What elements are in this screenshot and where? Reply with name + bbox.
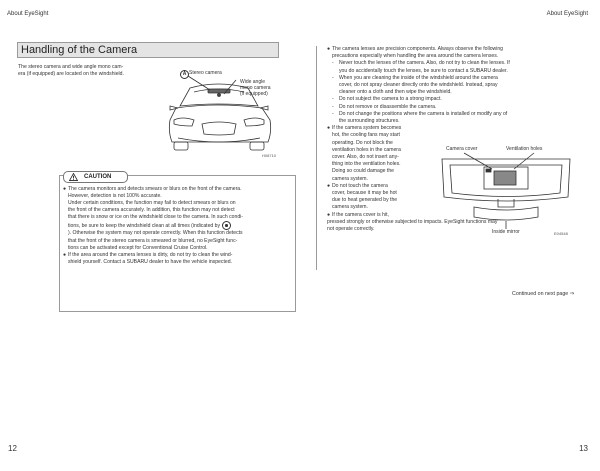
text-line: Do not change the positions where the camera is installed or modify any of — [339, 110, 508, 117]
caution-line-part: tions, be sure to keep the windshield clean at all times (indicated by — [68, 223, 221, 230]
bullet-icon: ● — [327, 211, 331, 218]
text-line: hot, the cooling fans may start — [332, 132, 400, 139]
text-line: When you are cleaning the inside of the windshield around the camera — [339, 74, 498, 81]
stereo-camera-label: Stereo camera — [189, 70, 222, 76]
caution-badge — [63, 171, 128, 183]
caution-line: that there is snow or ice on the windshield close to the camera. In such condi- — [68, 214, 243, 221]
ventilation-holes-label: Ventilation holes — [506, 146, 543, 152]
text-line: operating. Do not block the — [332, 139, 393, 146]
bullet-icon: ● — [63, 186, 67, 192]
camera-cover-figure — [434, 145, 578, 239]
caution-line: Under certain conditions, the function may fail to detect smears or blurs on — [68, 200, 236, 207]
caution-line: tions can be activated except for Conventional Cruise Control. — [68, 244, 208, 251]
section-title-box — [17, 42, 279, 58]
caution-label: CAUTION — [84, 173, 112, 180]
text-line: not operate correctly. — [327, 226, 375, 233]
text-line: ventilation holes in the camera — [332, 146, 401, 153]
camera-cover-label: Camera cover — [446, 146, 478, 152]
wide-label-line: mono camera — [240, 85, 271, 91]
page-number-right: 13 — [579, 444, 588, 453]
inside-mirror-label: Inside mirror — [492, 229, 520, 235]
section-title: Handling of the Camera — [21, 44, 138, 56]
sub-item: - Do not remove or disassemble the camera. — [327, 104, 574, 111]
text-line: you do accidentally touch the lenses, be sure to contact a SUBARU dealer. — [339, 67, 508, 74]
car-windshield-figure — [158, 62, 280, 162]
sub-item: - When you are cleaning the inside of the windshield around the camera cover, do not spray cleaner directly onto the windshield. Instead, spray cleaner onto a cloth and then wipe the windshield. — [327, 75, 574, 97]
caution-item — [63, 186, 293, 252]
text-line: due to heat generated by the — [332, 197, 398, 204]
caution-line: shield yourself. Contact a SUBARU dealer to have the vehicle inspected. — [68, 258, 232, 265]
figure-code: E04548 — [554, 231, 568, 236]
page-number-left: 12 — [8, 444, 17, 453]
warning-triangle-icon — [69, 173, 78, 181]
caution-item — [63, 252, 293, 266]
text-line: If the camera cover is hit, — [332, 211, 389, 218]
bullet-icon: ● — [63, 251, 67, 258]
bullet-icon: ● — [327, 46, 331, 52]
hot-cover-bullet — [327, 183, 429, 212]
continued-note: Continued on next page ⇒ — [512, 291, 575, 297]
figure-code: H08710 — [262, 153, 277, 158]
text-line: pressed strongly or otherwise subjected to impacts. EyeSight functions may — [327, 218, 498, 225]
text-line: camera system. — [332, 175, 368, 182]
text-line: cover. Also, do not insert any- — [332, 154, 399, 161]
text-line: If the camera system becomes — [332, 125, 402, 132]
cooling-fan-bullet — [327, 125, 429, 183]
callout-marker-text: A — [180, 70, 189, 79]
intro-paragraph — [18, 64, 158, 78]
text-line: thing into the ventilation holes. — [332, 161, 401, 168]
wide-label-line: (if equipped) — [240, 91, 268, 97]
text-line: Do not touch the camera — [332, 182, 388, 189]
sub-item: - Do not subject the camera to a strong impact. — [327, 96, 574, 103]
car-front-illustration — [158, 62, 280, 162]
text-line: cleaner onto a cloth and then wipe the windshield. — [339, 89, 452, 96]
intro-line: era (if equipped) are located on the windshield. — [18, 71, 124, 78]
caution-line: However, detection is not 100% accurate. — [68, 193, 162, 200]
text-line: Never touch the lenses of the camera. Also, do not try to clean the lenses. If — [339, 60, 510, 67]
sub-item: - Do not change the positions where the camera is installed or modify any of the surrounding structures. — [327, 111, 574, 125]
wide-angle-camera-label — [240, 79, 271, 97]
text-line: Doing so could damage the — [332, 168, 395, 175]
caution-line: the front of the camera accurately. In addition, this function may not detect — [68, 207, 235, 214]
text-line: Do not subject the camera to a strong impact. — [339, 96, 442, 103]
text-line: cover, because it may be hot — [332, 190, 397, 197]
running-header-right: About EyeSight — [546, 11, 588, 17]
text-line: the surrounding structures. — [339, 118, 400, 125]
precaution-bullet — [327, 46, 574, 60]
caution-body — [63, 186, 293, 266]
sub-item: - Never touch the lenses of the camera. Also, do not try to clean the lenses. If you do accidentally touch the lenses, be sure to contact a SUBARU dealer. — [327, 60, 574, 74]
wide-label-line: Wide angle — [240, 79, 266, 85]
caution-list — [63, 186, 293, 266]
text-line: camera system. — [332, 204, 368, 211]
text-line: Do not remove or disassemble the camera. — [339, 103, 437, 110]
bullet-icon: ● — [327, 125, 331, 132]
camera-lens-icon — [222, 221, 231, 230]
intro-line: The stereo camera and wide angle mono cam- — [18, 64, 124, 70]
callout-a-marker — [180, 70, 189, 79]
caution-line: The camera monitors and detects smears or blurs on the front of the camera. — [68, 186, 242, 192]
caution-line: ). Otherwise the system may not operate correctly. When this function detects — [68, 230, 243, 237]
caution-line: If the area around the camera lenses is dirty, do not try to clean the wind- — [68, 251, 233, 258]
text-line: The camera lenses are precision components. Always observe the following — [332, 46, 504, 52]
text-line: precautions especially when handling the area around the camera lenses. — [332, 53, 499, 60]
caution-line-with-icon — [68, 221, 293, 230]
camera-cover-illustration — [434, 145, 578, 239]
caution-line: that the front of the stereo camera is smeared or blurred, no EyeSight func- — [68, 237, 238, 244]
bullet-icon: ● — [327, 182, 331, 189]
running-header-left: About EyeSight — [7, 11, 49, 17]
text-line: cover, do not spray cleaner directly onto the windshield. Instead, spray — [339, 82, 498, 89]
